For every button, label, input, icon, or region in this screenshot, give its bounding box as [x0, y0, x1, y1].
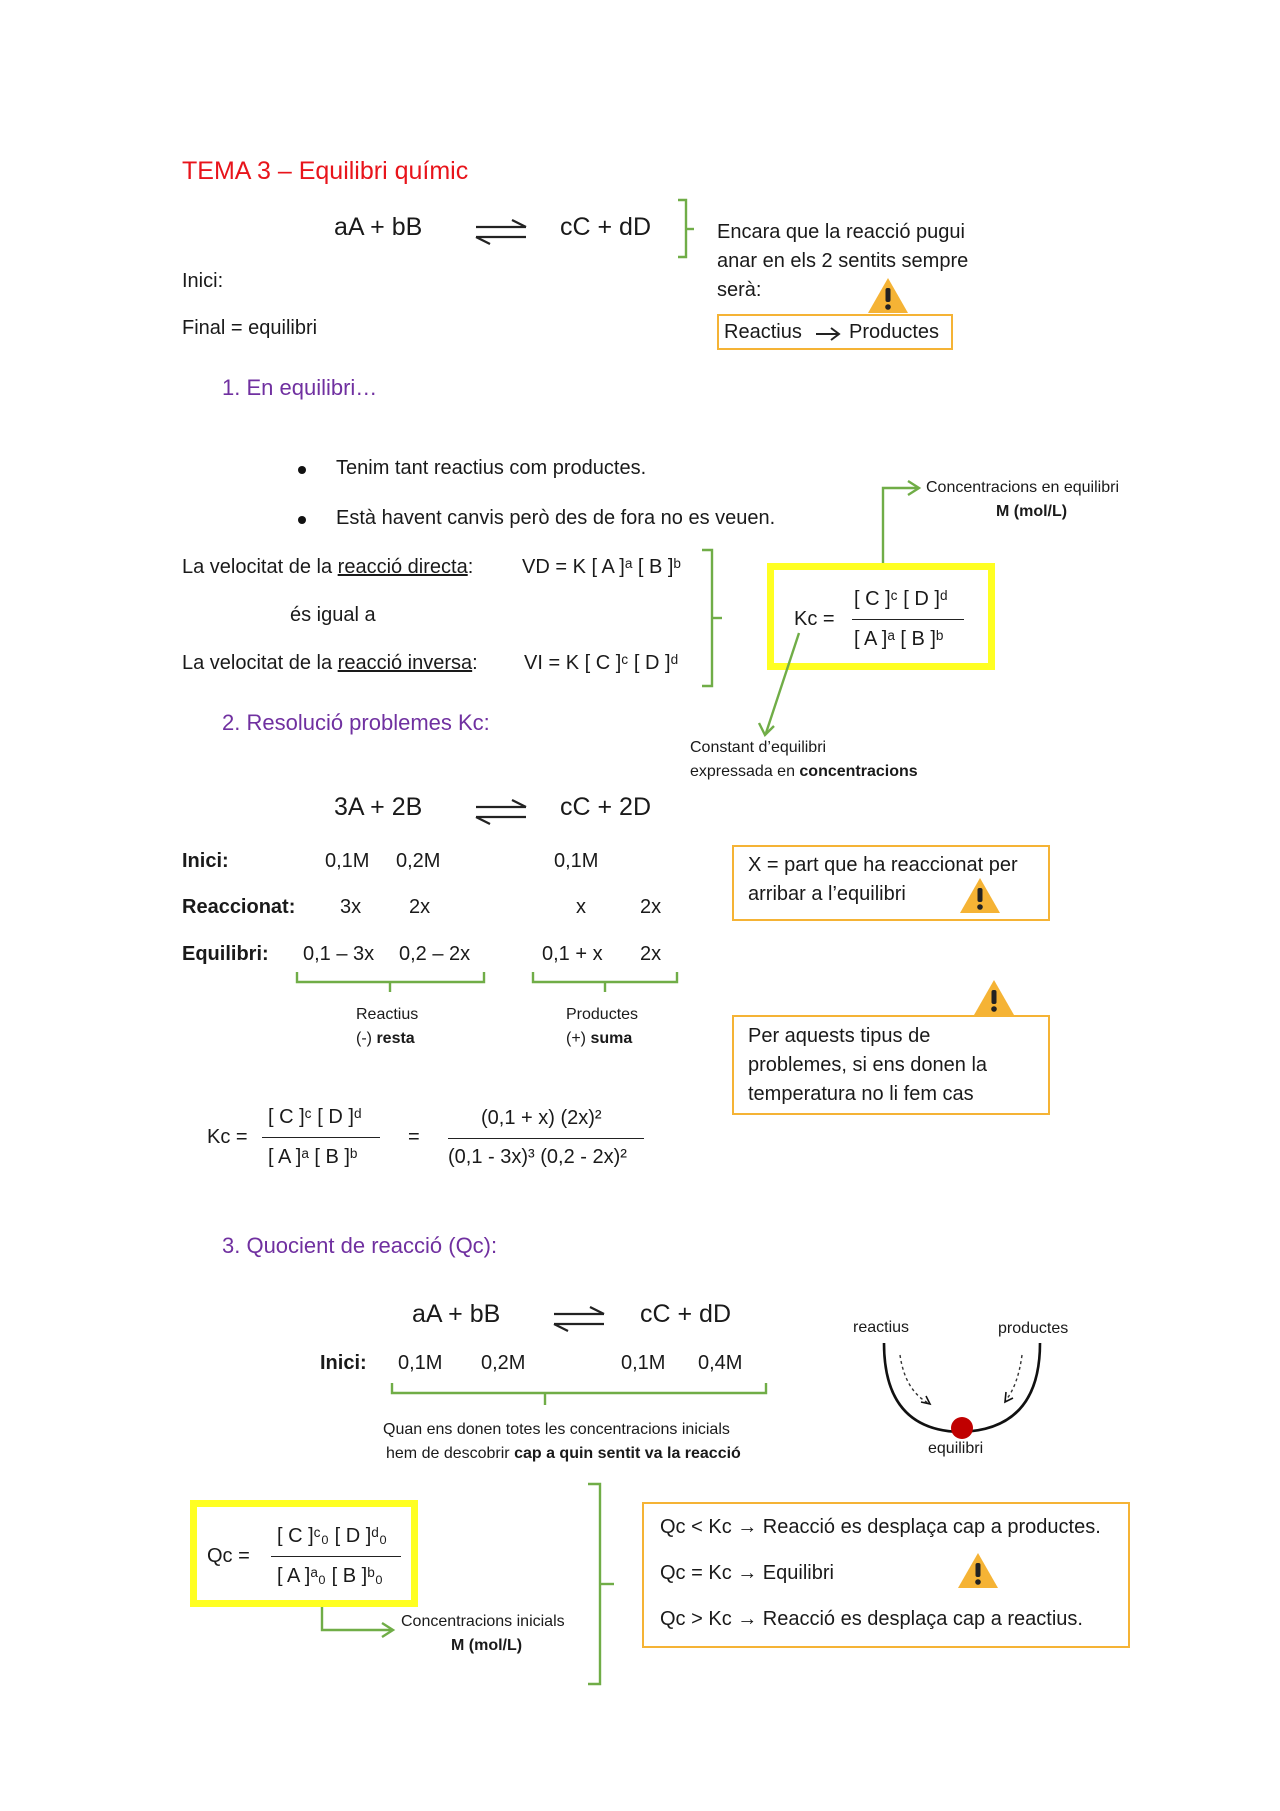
equilibrium-arrow-icon [472, 798, 530, 826]
s3-brace [392, 1383, 766, 1393]
reaccionat-value: 3x [340, 896, 362, 918]
qc-rules-bracket [588, 1484, 600, 1684]
qc-denominator: [ A ]ᵃ₀ [ B ]ᵇ₀ [277, 1565, 384, 1587]
qc-note-arrow-head [382, 1623, 393, 1637]
section1-bullet: Tenim tant reactius com productes. [336, 457, 647, 479]
equilibri-value: 2x [640, 943, 662, 965]
temp-note-line: problemes, si ens donen la [748, 1054, 988, 1076]
velocity-bracket [702, 550, 712, 686]
qc-note-line1: Concentracions inicials [401, 1613, 565, 1630]
s3-inici-value: 0,2M [481, 1352, 526, 1374]
equilibri-value: 0,1 – 3x [303, 943, 375, 965]
qc-note-line2: M (mol/L) [451, 1637, 523, 1654]
reactius-sign: (-) [356, 1030, 377, 1047]
vd-link: reacció directa [337, 556, 468, 578]
reactius-op: resta [376, 1030, 415, 1047]
const-note-line1: Constant d’equilibri [690, 739, 827, 756]
intro-note [717, 218, 968, 305]
direction-from: Reactius [724, 321, 802, 343]
s3-note-line1: Quan ens donen totes les concentracions inicials [383, 1421, 730, 1438]
intro-note-line: Encara que la reacció pugui [717, 221, 965, 243]
intro-final-label: Final = equilibri [182, 317, 318, 339]
reaccionat-value: 2x [409, 896, 431, 918]
right-dashed-arrowhead [1005, 1392, 1013, 1402]
const-note-line2 [690, 760, 918, 784]
equilibrium-arrow-icon [472, 218, 530, 246]
vd-prefix: La velocitat de la [182, 556, 338, 578]
rule-line: Qc < Kc → Reacció es desplaça cap a productes. [660, 1516, 1101, 1538]
equilibri-value: 0,2 – 2x [399, 943, 471, 965]
conc-arrow [883, 488, 918, 563]
s3-inici-value: 0,1M [621, 1352, 666, 1374]
intro-reaction-left: aA + bB [334, 213, 423, 241]
intro-bracket [678, 200, 686, 257]
s2-kc-sub-denominator: (0,1 - 3x)³ (0,2 - 2x)² [448, 1146, 627, 1168]
intro-inici-label: Inici: [182, 270, 224, 292]
inici-value: 0,1M [325, 850, 370, 872]
productes-sign: (+) [566, 1030, 591, 1047]
s2-kc-numerator: [ C ]ᶜ [ D ]ᵈ [268, 1106, 362, 1128]
s2-kc-fraction-line [262, 1137, 380, 1138]
row-label-equilibri: Equilibri: [182, 943, 269, 965]
vi-sentence [182, 652, 478, 675]
section3-heading: 3. Quocient de reacció (Qc): [222, 1233, 498, 1258]
bullet-dot [298, 466, 306, 474]
left-dashed-arrowhead [921, 1396, 930, 1404]
const-note-prefix: expressada en [690, 763, 800, 780]
s2-kc-denominator: [ A ]ᵃ [ B ]ᵇ [268, 1146, 358, 1168]
s3-note-bold: cap a quin sentit va la reacció [514, 1445, 741, 1462]
kc-fraction-line [852, 619, 964, 620]
s2-kc-sub-numerator: (0,1 + x) (2x)² [481, 1107, 602, 1129]
reactius-brace [297, 972, 484, 982]
vd-sentence [182, 556, 473, 579]
section2-heading: 2. Resolució problemes Kc: [222, 710, 490, 735]
equilibrium-arrow-icon [550, 1305, 608, 1333]
s3-note-line2 [386, 1442, 741, 1466]
productes-label: Productes [566, 1006, 639, 1023]
row-label-reaccionat: Reaccionat: [182, 896, 296, 918]
row-label-inici: Inici: [182, 850, 229, 872]
kc-box [767, 563, 995, 670]
reactius-label: Reactius [356, 1006, 419, 1023]
s2-kc-label: Kc = [207, 1126, 248, 1148]
qc-box [190, 1500, 418, 1607]
rule-line: Qc = Kc → Equilibri [660, 1562, 834, 1584]
x-note-line: X = part que ha reaccionat per [748, 854, 1018, 876]
diagram-reactius-label: reactius [853, 1319, 910, 1336]
page-title: TEMA 3 – Equilibri químic [182, 157, 469, 185]
s3-reaction-right: cC + dD [640, 1300, 732, 1328]
s2-reaction-left: 3A + 2B [334, 793, 423, 821]
vi-formula: VI = K [ C ]ᶜ [ D ]ᵈ [524, 652, 679, 674]
qc-fraction-line [271, 1556, 401, 1557]
const-note-bold: concentracions [799, 763, 918, 780]
intro-note-line: serà: [717, 279, 762, 301]
reaccionat-value: x [576, 896, 586, 918]
conc-note-line1: Concentracions en equilibri [926, 479, 1119, 496]
inici-value: 0,2M [396, 850, 441, 872]
right-arrow-icon [814, 326, 842, 342]
kc-numerator: [ C ]ᶜ [ D ]ᵈ [854, 588, 948, 610]
intro-reaction-right: cC + dD [560, 213, 652, 241]
const-arrow-head [759, 723, 774, 735]
qc-label: Qc = [207, 1545, 250, 1567]
s2-kc-sub-fraction-line [448, 1138, 644, 1139]
conc-arrow-head [908, 481, 919, 495]
qc-numerator: [ C ]ᶜ₀ [ D ]ᵈ₀ [277, 1525, 388, 1547]
s2-equals: = [408, 1126, 420, 1148]
left-dashed-arrow [900, 1355, 928, 1403]
s3-inici-value: 0,4M [698, 1352, 743, 1374]
s2-reaction-right: cC + 2D [560, 793, 652, 821]
kc-label: Kc = [794, 608, 835, 630]
productes-op-line [566, 1027, 632, 1051]
s3-inici-label: Inici: [320, 1352, 367, 1374]
productes-brace [533, 972, 677, 982]
s3-note-prefix: hem de descobrir [386, 1445, 515, 1462]
vi-colon: : [472, 652, 478, 674]
s3-reaction-left: aA + bB [412, 1300, 501, 1328]
x-note-box [732, 845, 1050, 921]
diagram-productes-label: productes [998, 1320, 1069, 1337]
qc-note-arrow [322, 1607, 392, 1630]
rules-box [642, 1502, 1130, 1648]
direction-to: Productes [849, 321, 940, 343]
kc-denominator: [ A ]ᵃ [ B ]ᵇ [854, 628, 944, 650]
productes-op: suma [590, 1030, 633, 1047]
temp-note-line: temperatura no li fem cas [748, 1083, 974, 1105]
inici-value: 0,1M [554, 850, 599, 872]
section1-heading: 1. En equilibri… [222, 375, 378, 400]
reactius-op-line [356, 1027, 415, 1051]
section1-bullet: Està havent canvis però des de fora no es veuen. [336, 507, 776, 529]
temp-note-box [732, 1015, 1050, 1115]
vi-link: reacció inversa [337, 652, 473, 674]
x-note-line: arribar a l’equilibri [748, 883, 906, 905]
energy-cup-curve [884, 1343, 1040, 1432]
direction-box [717, 314, 953, 350]
vi-prefix: La velocitat de la [182, 652, 338, 674]
reaccionat-value: 2x [640, 896, 662, 918]
intro-note-line: anar en els 2 sentits sempre [717, 250, 969, 272]
s3-inici-value: 0,1M [398, 1352, 443, 1374]
equal-text: és igual a [290, 604, 376, 626]
diagram-equilibri-label: equilibri [928, 1440, 984, 1457]
warning-icon [974, 980, 1014, 1015]
right-dashed-arrow [1006, 1355, 1022, 1400]
equilibri-value: 0,1 + x [542, 943, 603, 965]
bullet-dot [298, 516, 306, 524]
equilibrium-dot [951, 1417, 973, 1439]
vd-colon: : [467, 556, 474, 578]
conc-note-line2: M (mol/L) [996, 503, 1068, 520]
temp-note-line: Per aquests tipus de [748, 1025, 931, 1047]
rule-line: Qc > Kc → Reacció es desplaça cap a reactius. [660, 1608, 1083, 1630]
vd-formula: VD = K [ A ]ᵃ [ B ]ᵇ [522, 556, 681, 578]
